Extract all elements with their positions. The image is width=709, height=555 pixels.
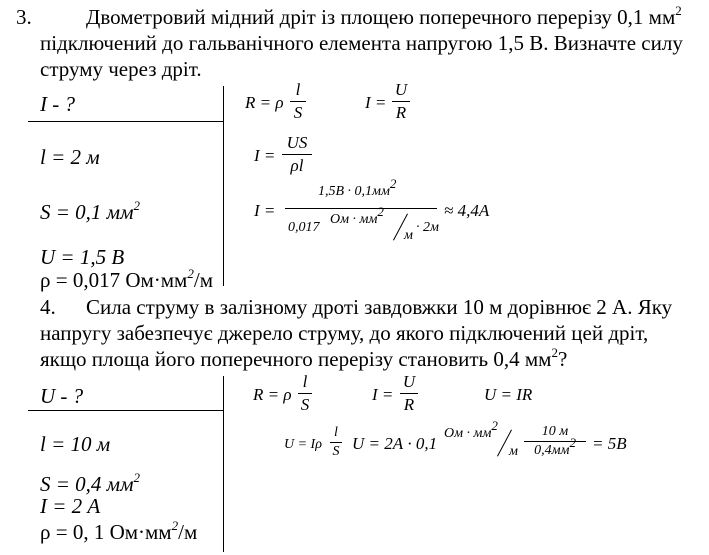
problem-text-line: струму через дріт. — [40, 57, 202, 81]
fraction: l S — [330, 425, 342, 460]
calc-denominator-unit: м — [404, 228, 413, 243]
problem-text-line: напругу забезпечує джерело струму, до якого підключений цей дріт, — [40, 321, 649, 345]
fraction: l S — [298, 372, 312, 415]
given-area: S = 0,1 $мм^2$ — [40, 198, 140, 224]
fraction: US ρl — [282, 133, 312, 176]
formula-resistance: R = ρ — [245, 93, 284, 112]
calc-unit: Ом · $мм^2$ — [444, 418, 498, 441]
problem-text-line: Двометровий мідний дріт із площею поперечного перерізу 0,1 $мм^2$ — [86, 3, 682, 29]
calc-result: ≈ 4,4А — [444, 201, 490, 220]
given-divider — [223, 376, 224, 552]
calc-result: = 5В — [592, 434, 627, 453]
given-resistivity: ρ = 0,017 $Ом\cdot мм^2/м$ — [40, 266, 213, 292]
given-area: S = 0,4 $мм^2$ — [40, 470, 140, 496]
calc-denominator-unit: Ом · $мм^2$ — [330, 204, 384, 227]
calc-numerator: $1,5В \cdot 0,1мм^2$ — [318, 176, 397, 199]
calc-lhs: I = — [254, 201, 276, 220]
formula-ohm-law: I = — [372, 385, 394, 404]
given-underline — [28, 121, 224, 122]
fraction-bar — [285, 208, 437, 209]
fraction: 10 м $0,4мм^2$ — [524, 424, 586, 459]
problem-text-line: підключений до гальванічного елемента напругою 1,5 В. Визначте силу — [40, 31, 683, 55]
given-length: l = 10 м — [40, 432, 111, 456]
given-voltage: U = 1,5 В — [40, 245, 125, 269]
find-label: I - ? — [40, 92, 75, 116]
formula-voltage: U = IR — [484, 385, 533, 404]
fraction: l S — [290, 80, 306, 123]
find-label: U - ? — [40, 384, 84, 408]
formula-voltage-expanded: U = Iρ — [284, 437, 322, 452]
given-length: l = 2 м — [40, 145, 100, 169]
problem-number: 4. — [40, 295, 56, 319]
fraction: U R — [392, 80, 410, 123]
formula-current: I = — [254, 146, 276, 165]
formula-resistance: R = ρ — [253, 385, 292, 404]
calc-lhs: U = 2А · 0,1 — [352, 434, 438, 453]
given-current: I = 2 А — [40, 494, 101, 518]
formula-ohm-law: I = — [365, 93, 387, 112]
problem-text-line: Сила струму в залізному дроті завдовжки 10 м дорівнює 2 А. Яку — [86, 295, 673, 319]
given-divider — [223, 86, 224, 286]
problem-number: 3. — [16, 5, 32, 29]
calc-denominator: 0,017 — [288, 220, 320, 235]
given-resistivity: ρ = 0, 1 $Ом\cdot мм^2/м$ — [40, 518, 198, 544]
calc-unit-denominator: м — [509, 444, 518, 459]
calc-denominator: · 2м — [416, 220, 439, 235]
given-underline — [28, 410, 224, 411]
problem-text-line: якщо площа його поперечного перерізу становить 0,4 $мм^2$? — [40, 345, 568, 371]
fraction: U R — [400, 372, 418, 415]
